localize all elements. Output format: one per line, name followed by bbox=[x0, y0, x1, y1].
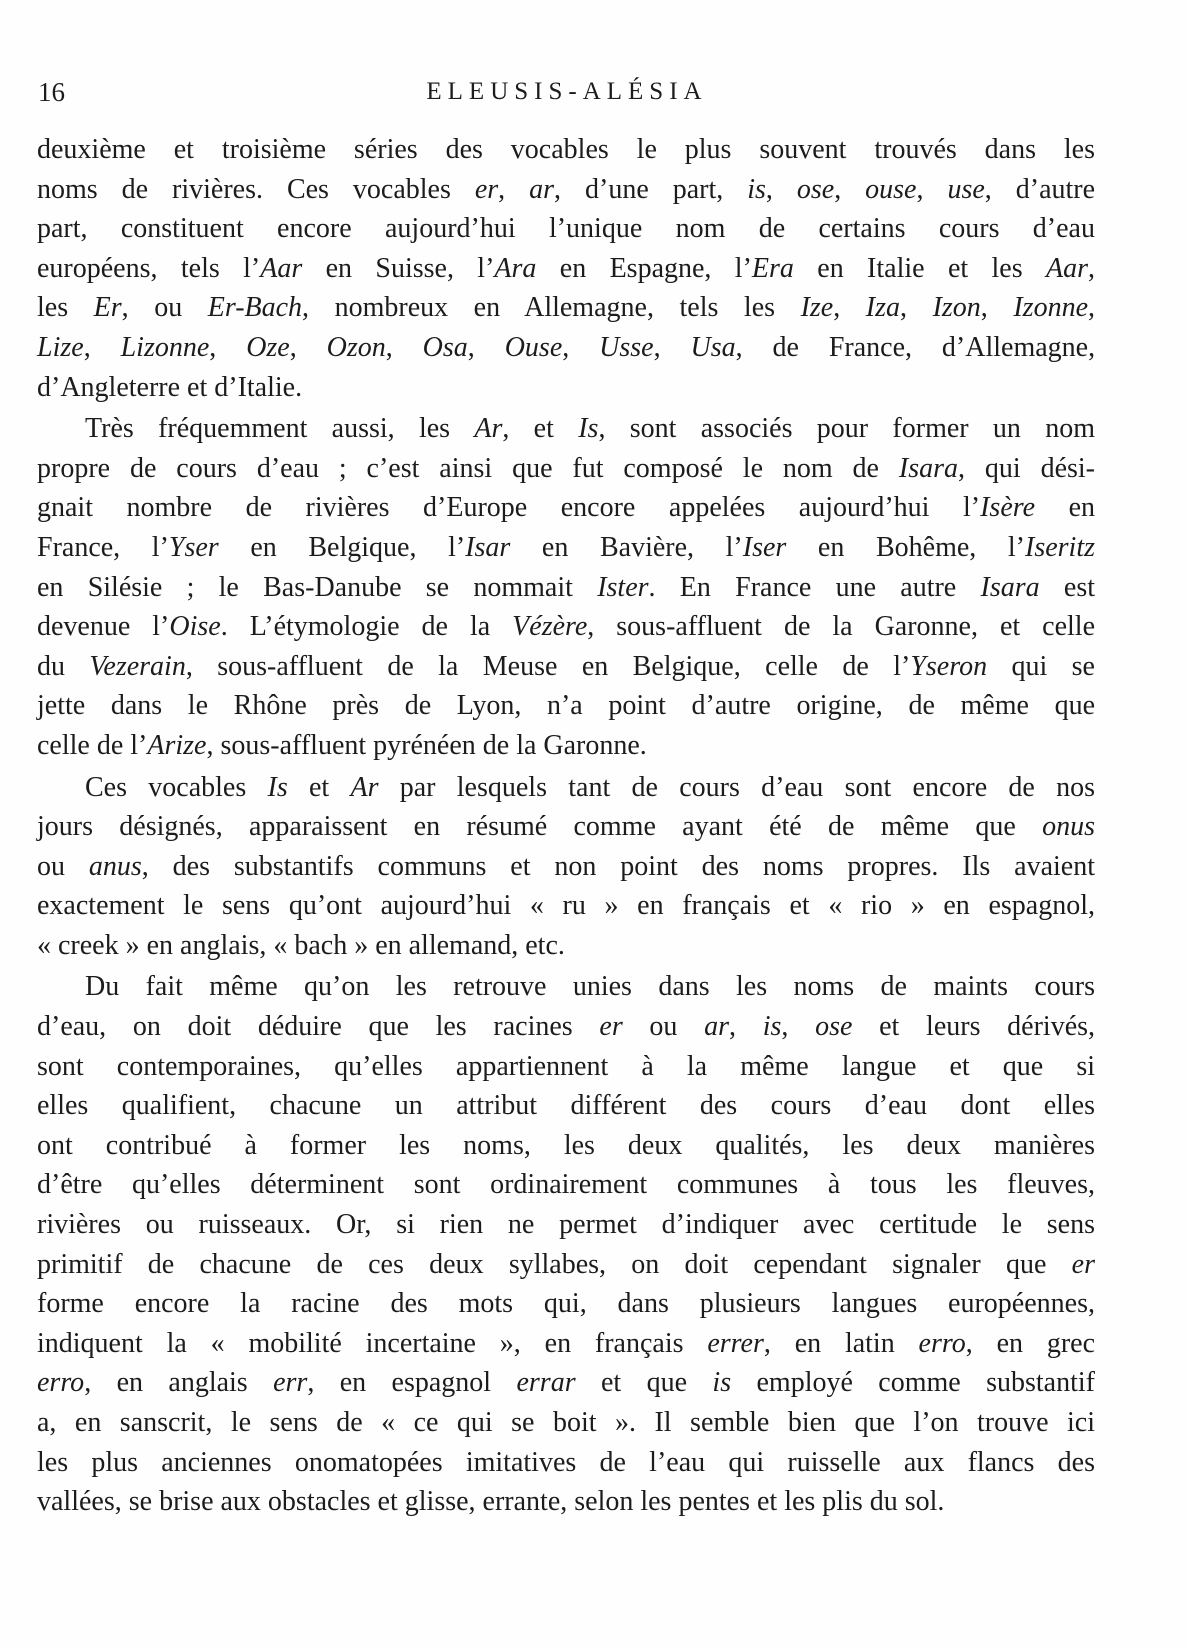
text-line bbox=[37, 288, 1095, 328]
text-run: France, l’ bbox=[37, 531, 169, 563]
text-run: part, constituent encore aujourd’hui l’unique nom de certains cours d’eau bbox=[37, 213, 1095, 245]
text-run: , sous-affluent de la Meuse en Belgique, celle de l’ bbox=[185, 650, 911, 682]
italic-term: Ara bbox=[494, 252, 537, 284]
italic-term: er bbox=[1071, 1248, 1095, 1280]
text-line bbox=[37, 409, 1095, 449]
italic-term: Osa bbox=[422, 331, 468, 363]
text-run: , bbox=[83, 331, 121, 363]
text-run: , bbox=[1088, 292, 1095, 324]
text-run: jours désignés, apparaissent en résumé comme ayant été de même que bbox=[37, 811, 1043, 843]
text-run: , bbox=[729, 1011, 763, 1043]
text-run: en Belgique, l’ bbox=[218, 531, 466, 563]
text-line bbox=[37, 1165, 1095, 1205]
paragraph bbox=[37, 130, 1095, 407]
text-run: , bbox=[900, 292, 933, 324]
text-line bbox=[37, 1007, 1095, 1047]
text-run: rivières ou ruisseaux. Or, si rien ne permet d’indiquer avec certitude le sens bbox=[37, 1209, 1095, 1241]
italic-term: errer bbox=[707, 1327, 764, 1359]
text-run: , ou bbox=[121, 292, 208, 324]
italic-term: Iser bbox=[742, 531, 787, 563]
italic-term: Aar bbox=[1045, 252, 1088, 284]
text-run: jette dans le Rhône près de Lyon, n’a point d’autre origine, de même que bbox=[37, 690, 1095, 722]
text-line bbox=[37, 1126, 1095, 1166]
text-run: et leurs dérivés, bbox=[852, 1011, 1096, 1043]
text-run: , bbox=[980, 292, 1014, 324]
italic-term: er bbox=[474, 173, 499, 205]
text-run: , bbox=[834, 173, 866, 205]
italic-term: is bbox=[762, 1011, 782, 1043]
running-title: ELEUSIS-ALÉSIA bbox=[426, 78, 708, 105]
text-run: en Bohême, l’ bbox=[786, 531, 1026, 563]
italic-term: Ar bbox=[350, 771, 379, 803]
text-line bbox=[37, 249, 1095, 289]
text-run: forme encore la racine des mots qui, dans plusieurs langues européennes, bbox=[37, 1288, 1095, 1320]
text-run: employé comme substantif bbox=[731, 1367, 1095, 1399]
text-line bbox=[37, 1363, 1095, 1403]
text-run: elles qualifient, chacune un attribut différent des cours d’eau dont elles bbox=[37, 1090, 1095, 1122]
italic-term: Izonne bbox=[1013, 292, 1088, 324]
text-run: , de France, d’Allemagne, bbox=[735, 331, 1096, 363]
text-run: , bbox=[562, 331, 600, 363]
text-line bbox=[37, 1482, 1095, 1522]
text-line bbox=[37, 449, 1095, 489]
text-run: d’être qu’elles déterminent sont ordinairement communes à tous les fleuves, bbox=[37, 1169, 1095, 1201]
text-run: , bbox=[765, 173, 797, 205]
italic-term: er bbox=[599, 1011, 623, 1043]
text-run: en bbox=[1035, 492, 1095, 524]
text-line bbox=[37, 886, 1095, 926]
text-run: , d’autre bbox=[984, 173, 1096, 205]
text-run: d’Angleterre et d’Italie. bbox=[37, 371, 303, 403]
italic-term: Lize bbox=[37, 331, 84, 363]
text-run: Ces vocables bbox=[85, 771, 268, 803]
text-run: d’eau, on doit déduire que les racines bbox=[37, 1011, 600, 1043]
text-run: propre de cours d’eau ; c’est ainsi que fut composé le nom de bbox=[37, 452, 899, 484]
italic-term: Yseron bbox=[910, 650, 988, 682]
text-run: ou bbox=[622, 1011, 705, 1043]
italic-term: erro bbox=[37, 1367, 85, 1399]
italic-term: use bbox=[947, 173, 985, 205]
text-run: sont contemporaines, qu’elles appartiennent à la même langue et que si bbox=[37, 1050, 1095, 1082]
text-run: Très fréquemment aussi, les bbox=[85, 413, 475, 445]
paragraph bbox=[37, 967, 1095, 1521]
text-line bbox=[37, 768, 1095, 808]
text-run: qui se bbox=[987, 650, 1095, 682]
text-line bbox=[37, 1443, 1095, 1483]
text-run: européens, tels l’ bbox=[37, 252, 261, 284]
text-run: en Silésie ; le Bas-Danube se nommait bbox=[37, 571, 598, 603]
text-line bbox=[37, 686, 1095, 726]
text-run: , bbox=[209, 331, 247, 363]
italic-term: Oze bbox=[246, 331, 290, 363]
text-line bbox=[37, 1284, 1095, 1324]
italic-term: Iza bbox=[865, 292, 901, 324]
italic-term: anus bbox=[88, 850, 142, 882]
text-run: , qui dési- bbox=[958, 452, 1095, 484]
text-run: , bbox=[653, 331, 691, 363]
text-run: , en espagnol bbox=[307, 1367, 517, 1399]
italic-term: Vézère bbox=[512, 611, 588, 643]
text-line bbox=[37, 528, 1095, 568]
text-line bbox=[37, 647, 1095, 687]
paragraph bbox=[37, 768, 1095, 966]
text-run: du bbox=[37, 650, 90, 682]
text-run: , bbox=[916, 173, 948, 205]
text-run: , bbox=[781, 1011, 816, 1043]
italic-term: Yser bbox=[168, 531, 219, 563]
italic-term: Er bbox=[93, 292, 122, 324]
text-run: , bbox=[833, 292, 866, 324]
italic-term: Aar bbox=[260, 252, 303, 284]
italic-term: ouse bbox=[865, 173, 917, 205]
text-run: , sous-affluent de la Garonne, et celle bbox=[587, 611, 1096, 643]
text-run: , bbox=[467, 331, 505, 363]
italic-term: ar bbox=[704, 1011, 730, 1043]
text-run: Du fait même qu’on les retrouve unies dans les noms de maints cours bbox=[85, 971, 1095, 1003]
italic-term: Iseritz bbox=[1025, 531, 1096, 563]
text-run: , en latin bbox=[763, 1327, 919, 1359]
text-line bbox=[37, 926, 1095, 966]
italic-term: Ar bbox=[474, 413, 503, 445]
italic-term: Isère bbox=[980, 492, 1036, 524]
text-run: deuxième et troisième séries des vocables le plus souvent trouvés dans les bbox=[37, 134, 1095, 165]
text-run: , des substantifs communs et non point des noms propres. Ils avaient bbox=[141, 850, 1096, 882]
text-line bbox=[37, 1205, 1095, 1245]
text-line bbox=[37, 1047, 1095, 1087]
italic-term: Ize bbox=[800, 292, 834, 324]
italic-term: erro bbox=[918, 1327, 966, 1359]
text-run: , sous-affluent pyrénéen de la Garonne. bbox=[206, 729, 647, 761]
text-run: , nombreux en Allemagne, tels les bbox=[302, 292, 801, 324]
text-line bbox=[37, 726, 1095, 766]
italic-term: Oise bbox=[169, 611, 221, 643]
text-line bbox=[37, 607, 1095, 647]
italic-term: Is bbox=[267, 771, 288, 803]
text-run: celle de l’ bbox=[37, 729, 148, 761]
italic-term: ose bbox=[815, 1011, 853, 1043]
text-run: vallées, se brise aux obstacles et glisse, errante, selon les pentes et les plis du sol. bbox=[37, 1486, 945, 1518]
text-run: gnait nombre de rivières d’Europe encore appelées aujourd’hui l’ bbox=[37, 492, 981, 524]
text-run: exactement le sens qu’ont aujourd’hui « ru » en français et « rio » en espagnol, bbox=[37, 890, 1095, 922]
text-run: les plus anciennes onomatopées imitatives de l’eau qui ruisselle aux flancs des bbox=[37, 1446, 1095, 1478]
text-line bbox=[37, 1403, 1095, 1443]
text-line bbox=[37, 328, 1095, 368]
text-line bbox=[37, 170, 1095, 210]
italic-term: is bbox=[712, 1367, 732, 1399]
italic-term: Vezerain bbox=[89, 650, 186, 682]
body-text bbox=[37, 130, 1095, 1522]
italic-term: Izon bbox=[932, 292, 981, 324]
text-line bbox=[37, 488, 1095, 528]
italic-term: Is bbox=[578, 413, 599, 445]
text-run: devenue l’ bbox=[37, 611, 170, 643]
text-run: ou bbox=[37, 850, 89, 882]
text-run: , bbox=[1087, 252, 1095, 284]
italic-term: err bbox=[273, 1367, 308, 1399]
text-run: , bbox=[385, 331, 423, 363]
italic-term: Ouse bbox=[504, 331, 563, 363]
text-run: et bbox=[287, 771, 351, 803]
text-line bbox=[37, 847, 1095, 887]
running-head bbox=[38, 72, 1096, 112]
italic-term: onus bbox=[1042, 811, 1095, 843]
text-run: ont contribué à former les noms, les deux qualités, les deux manières bbox=[37, 1129, 1095, 1161]
text-run: et que bbox=[575, 1367, 713, 1399]
text-line bbox=[37, 568, 1095, 608]
text-run: , sont associés pour former un nom bbox=[598, 413, 1095, 445]
italic-term: Er-Bach bbox=[207, 292, 303, 324]
text-run: noms de rivières. Ces vocables bbox=[37, 173, 475, 205]
text-run: . En France une autre bbox=[648, 571, 981, 603]
italic-term: is bbox=[747, 173, 766, 205]
italic-term: Ozon bbox=[326, 331, 386, 363]
italic-term: ose bbox=[796, 173, 835, 205]
paragraph bbox=[37, 409, 1095, 765]
italic-term: Arize bbox=[147, 729, 207, 761]
text-line bbox=[37, 1086, 1095, 1126]
italic-term: Usse bbox=[599, 331, 654, 363]
text-run: , et bbox=[502, 413, 579, 445]
text-run: en Espagne, l’ bbox=[536, 252, 752, 284]
text-line bbox=[37, 368, 1095, 408]
text-run: , en grec bbox=[965, 1327, 1095, 1359]
italic-term: errar bbox=[516, 1367, 576, 1399]
text-run: les bbox=[37, 292, 94, 324]
text-line bbox=[37, 1324, 1095, 1364]
text-run: indiquent la « mobilité incertaine », en français bbox=[37, 1327, 708, 1359]
italic-term: Ister bbox=[597, 571, 649, 603]
text-run: , bbox=[498, 173, 530, 205]
text-line bbox=[37, 209, 1095, 249]
text-run: par lesquels tant de cours d’eau sont encore de nos bbox=[378, 771, 1095, 803]
text-run: en Bavière, l’ bbox=[510, 531, 743, 563]
italic-term: Isara bbox=[980, 571, 1040, 603]
text-run: , en anglais bbox=[84, 1367, 274, 1399]
italic-term: Isar bbox=[465, 531, 511, 563]
text-run: . L’étymologie de la bbox=[220, 611, 513, 643]
italic-term: Lizonne bbox=[120, 331, 210, 363]
text-run: « creek » en anglais, « bach » en allemand, etc. bbox=[37, 929, 565, 961]
italic-term: Era bbox=[751, 252, 794, 284]
italic-term: ar bbox=[529, 173, 555, 205]
page-number: 16 bbox=[38, 77, 65, 107]
text-line bbox=[37, 1245, 1095, 1285]
text-run: , bbox=[289, 331, 327, 363]
text-run: est bbox=[1039, 571, 1095, 603]
text-run: , d’une part, bbox=[554, 173, 748, 205]
text-line bbox=[37, 130, 1095, 170]
italic-term: Isara bbox=[898, 452, 959, 484]
text-line bbox=[37, 807, 1095, 847]
text-run: en Italie et les bbox=[793, 252, 1046, 284]
text-run: en Suisse, l’ bbox=[302, 252, 495, 284]
text-run: a, en sanscrit, le sens de « ce qui se boit ». Il semble bien que l’on trouve ici bbox=[37, 1407, 1095, 1438]
text-run: primitif de chacune de ces deux syllabes, on doit cependant signaler que bbox=[37, 1248, 1072, 1280]
text-line bbox=[37, 967, 1095, 1007]
italic-term: Usa bbox=[690, 331, 736, 363]
